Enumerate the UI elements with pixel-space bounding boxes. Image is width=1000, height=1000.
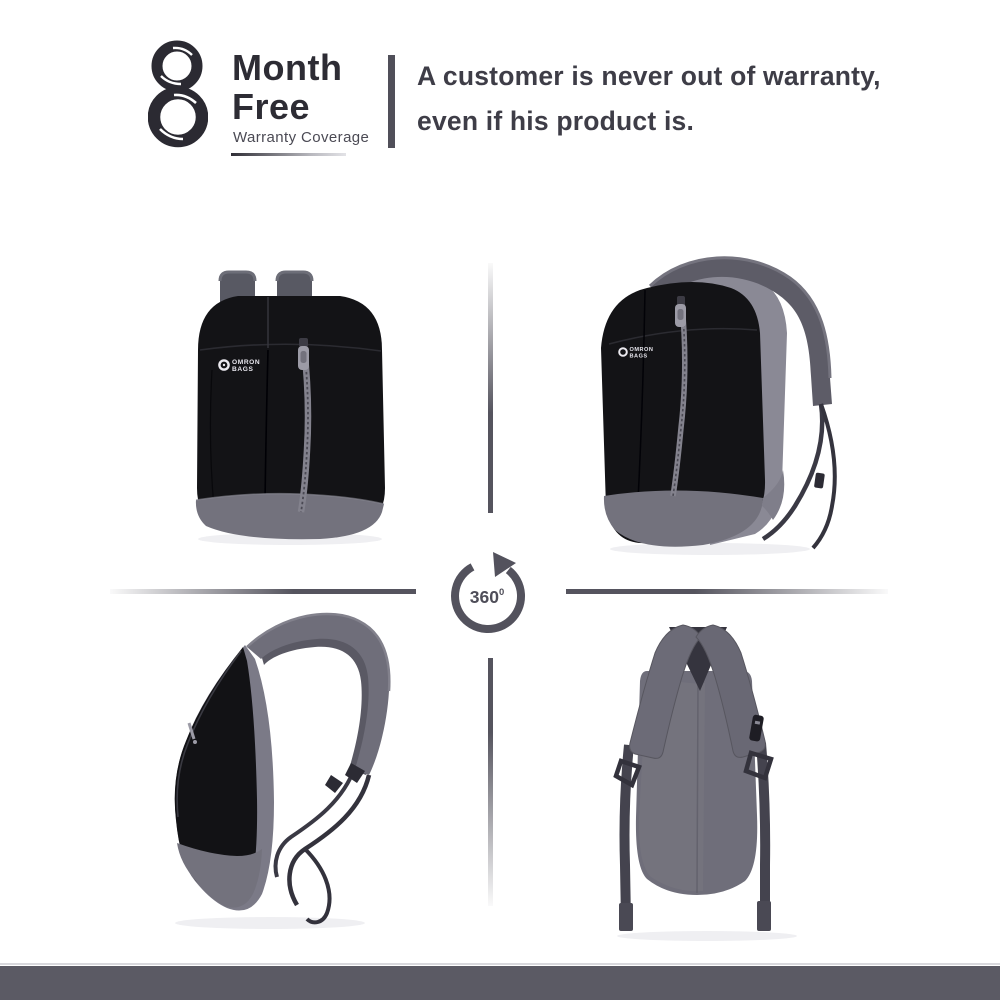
divider-line-bottom [488,658,493,906]
brand-name: OMRON [629,347,654,353]
warranty-title [232,48,342,126]
strap-adjuster-buckle [325,775,343,793]
strap-adjuster-buckle [814,473,825,489]
quote-line1: A customer is never out of warranty, [417,61,881,91]
backpack-front-view-image [180,250,400,550]
back-webbing-right [761,743,765,921]
backpack-back-view-image [585,605,845,945]
subtitle-underline [231,153,346,156]
brand-name: OMRON [232,359,261,366]
front-body [197,296,385,521]
divider-line-left [110,589,416,594]
warranty-quote [417,54,881,144]
warranty-title-line1: Month [232,47,343,88]
warranty-subtitle: Warranty Coverage [233,129,370,146]
brand-name: BAGS [629,353,648,360]
header-vertical-divider [388,55,395,148]
warranty-title-line2: Free [232,86,311,127]
footer-bar [0,966,1000,1000]
side-webbing-strap [305,849,330,922]
front-base [196,494,384,540]
footer-hairline [0,963,1000,965]
back-webbing-left [625,745,630,921]
brand-name: BAGS [232,366,254,373]
spiral-figure-eight-icon [148,40,208,148]
rotation-arrow-circle-icon [446,552,532,638]
badge-360-label: $360^0$ [469,587,505,607]
backpack-three-quarter-view-image [585,248,855,563]
divider-line-top [488,263,493,513]
quote-line2: even if his product is. [417,106,695,136]
backpack-side-view-image [165,605,405,935]
divider-line-right [566,589,888,594]
